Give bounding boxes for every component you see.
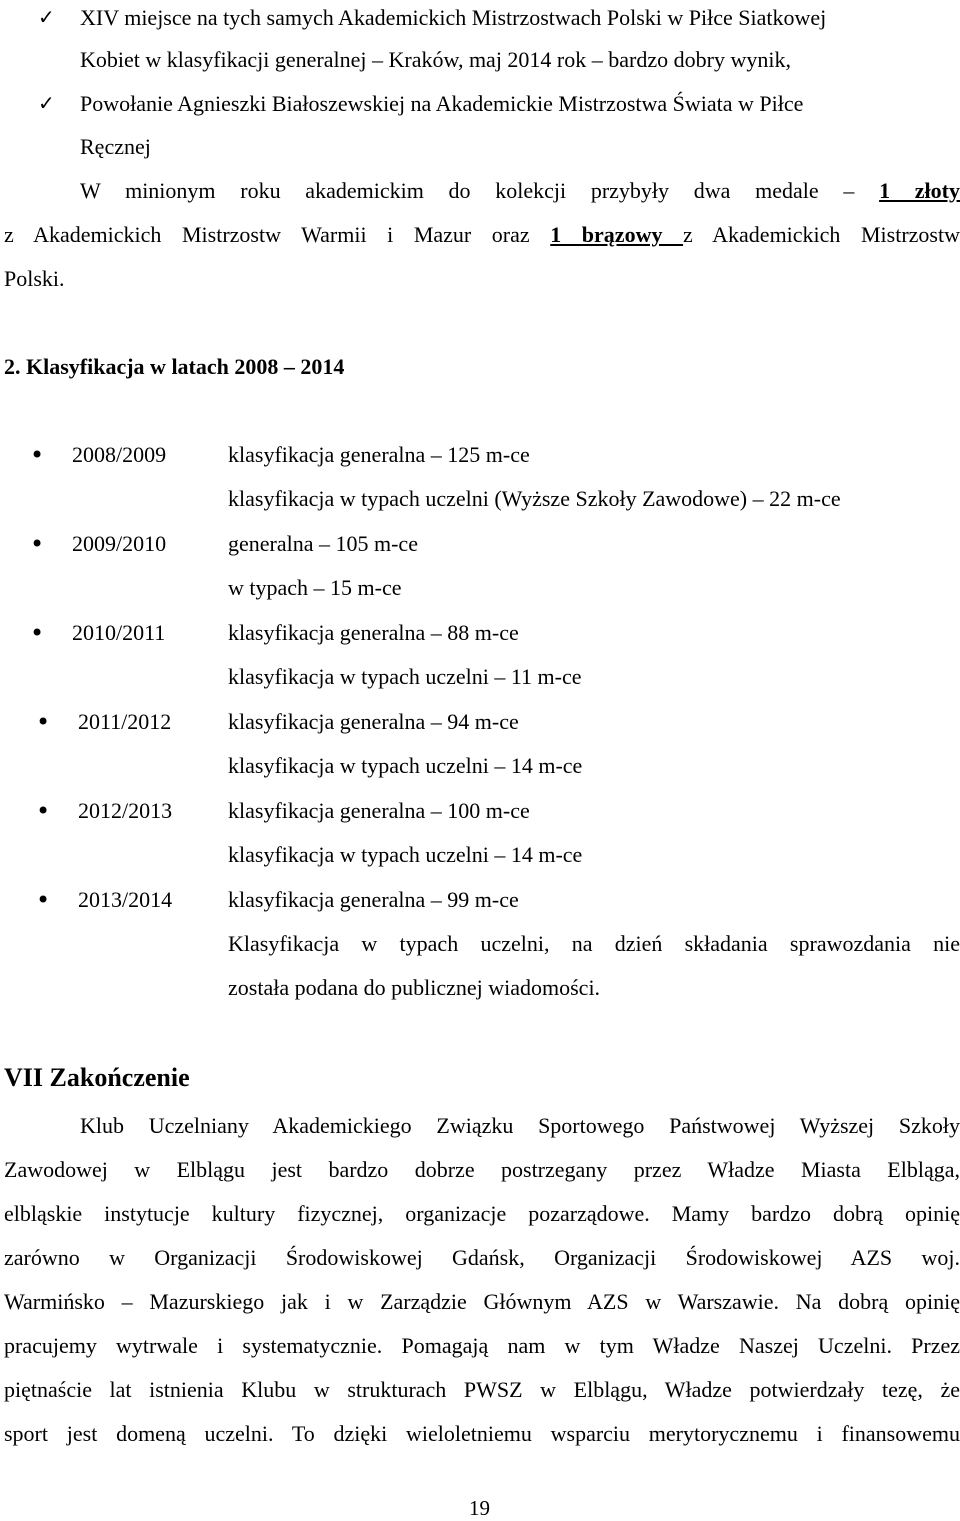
paragraph-line: Zawodowej w Elblągu jest bardzo dobrze postrzegany przez Władze Miasta Elbląga, bbox=[4, 1157, 960, 1182]
classification-line: klasyfikacja generalna – 125 m-ce bbox=[228, 442, 530, 467]
classification-line: w typach – 15 m-ce bbox=[228, 575, 402, 600]
classification-line: klasyfikacja w typach uczelni (Wyższe Szkoły Zawodowe) – 22 m-ce bbox=[228, 486, 841, 511]
section-heading: VII Zakończenie bbox=[4, 1063, 190, 1092]
classification-line: klasyfikacja generalna – 99 m-ce bbox=[228, 887, 519, 912]
paragraph-line bbox=[80, 178, 960, 204]
list-item-text: XIV miejsce na tych samych Akademickich Mistrzostwach Polski w Piłce Siatkowej bbox=[80, 5, 827, 30]
section-heading: 2. Klasyfikacja w latach 2008 – 2014 bbox=[4, 354, 345, 379]
season-label: 2008/2009 bbox=[72, 442, 167, 467]
list-item-text: Powołanie Agnieszki Białoszewskiej na Akademickie Mistrzostwa Świata w Piłce bbox=[80, 91, 804, 116]
bullet-icon: • bbox=[36, 797, 51, 825]
list-item-text: Kobiet w klasyfikacji generalnej – Kraków, maj 2014 rok – bardzo dobry wynik, bbox=[80, 47, 791, 72]
classification-line: klasyfikacja w typach uczelni – 14 m-ce bbox=[228, 753, 583, 778]
paragraph-line: sport jest domeną uczelni. To dzięki wieloletniemu wsparciu merytorycznemu i finansowemu bbox=[4, 1421, 960, 1446]
classification-line: została podana do publicznej wiadomości. bbox=[228, 975, 601, 1000]
classification-line: klasyfikacja w typach uczelni – 11 m-ce bbox=[228, 664, 582, 689]
classification-line: Klasyfikacja w typach uczelni, na dzień składania sprawozdania nie bbox=[228, 931, 960, 956]
checkmark-icon: ✓ bbox=[38, 91, 55, 115]
classification-line: klasyfikacja w typach uczelni – 14 m-ce bbox=[228, 842, 583, 867]
text: z Akademickich Mistrzostw Warmii i Mazur oraz bbox=[4, 222, 530, 247]
paragraph-line: piętnaście lat istnienia Klubu w strukturach PWSZ w Elblągu, Władze potwierdzały tezę, że bbox=[4, 1377, 960, 1402]
season-label: 2010/2011 bbox=[72, 620, 166, 645]
paragraph-line bbox=[4, 222, 960, 248]
paragraph-line: zarówno w Organizacji Środowiskowej Gdańsk, Organizacji Środowiskowej AZS woj. bbox=[4, 1245, 960, 1270]
paragraph-line: Polski. bbox=[4, 266, 65, 291]
text: z Akademickich Mistrzostw bbox=[683, 222, 960, 247]
classification-line: klasyfikacja generalna – 94 m-ce bbox=[228, 709, 519, 734]
classification-line: klasyfikacja generalna – 88 m-ce bbox=[228, 620, 519, 645]
season-label: 2009/2010 bbox=[72, 531, 167, 556]
classification-line: generalna – 105 m-ce bbox=[228, 531, 418, 556]
list-item-text: Ręcznej bbox=[80, 134, 151, 159]
classification-line: klasyfikacja generalna – 100 m-ce bbox=[228, 798, 530, 823]
gold-medal-text: 1 złoty bbox=[879, 178, 960, 203]
bullet-icon: • bbox=[30, 530, 45, 558]
paragraph-line: Klub Uczelniany Akademickiego Związku Sportowego Państwowej Wyższej Szkoły bbox=[80, 1113, 960, 1138]
bullet-icon: • bbox=[30, 619, 45, 647]
bronze-medal-text: 1 brązowy bbox=[550, 222, 684, 247]
season-label: 2012/2013 bbox=[78, 798, 173, 823]
page-number: 19 bbox=[469, 1496, 490, 1520]
paragraph-line: Warmińsko – Mazurskiego jak i w Zarządzie Głównym AZS w Warszawie. Na dobrą opinię bbox=[4, 1289, 960, 1314]
paragraph-line: pracujemy wytrwale i systematycznie. Pomagają nam w tym Władze Naszej Uczelni. Przez bbox=[4, 1333, 960, 1358]
checkmark-icon: ✓ bbox=[38, 5, 55, 29]
bullet-icon: • bbox=[30, 441, 45, 469]
season-label: 2013/2014 bbox=[78, 887, 173, 912]
bullet-icon: • bbox=[36, 886, 51, 914]
season-label: 2011/2012 bbox=[78, 709, 172, 734]
bullet-icon: • bbox=[36, 708, 51, 736]
text: W minionym roku akademickim do kolekcji przybyły dwa medale – bbox=[80, 178, 855, 203]
paragraph-line: elbląskie instytucje kultury fizycznej, organizacje pozarządowe. Mamy bardzo dobrą opinię bbox=[4, 1201, 960, 1226]
